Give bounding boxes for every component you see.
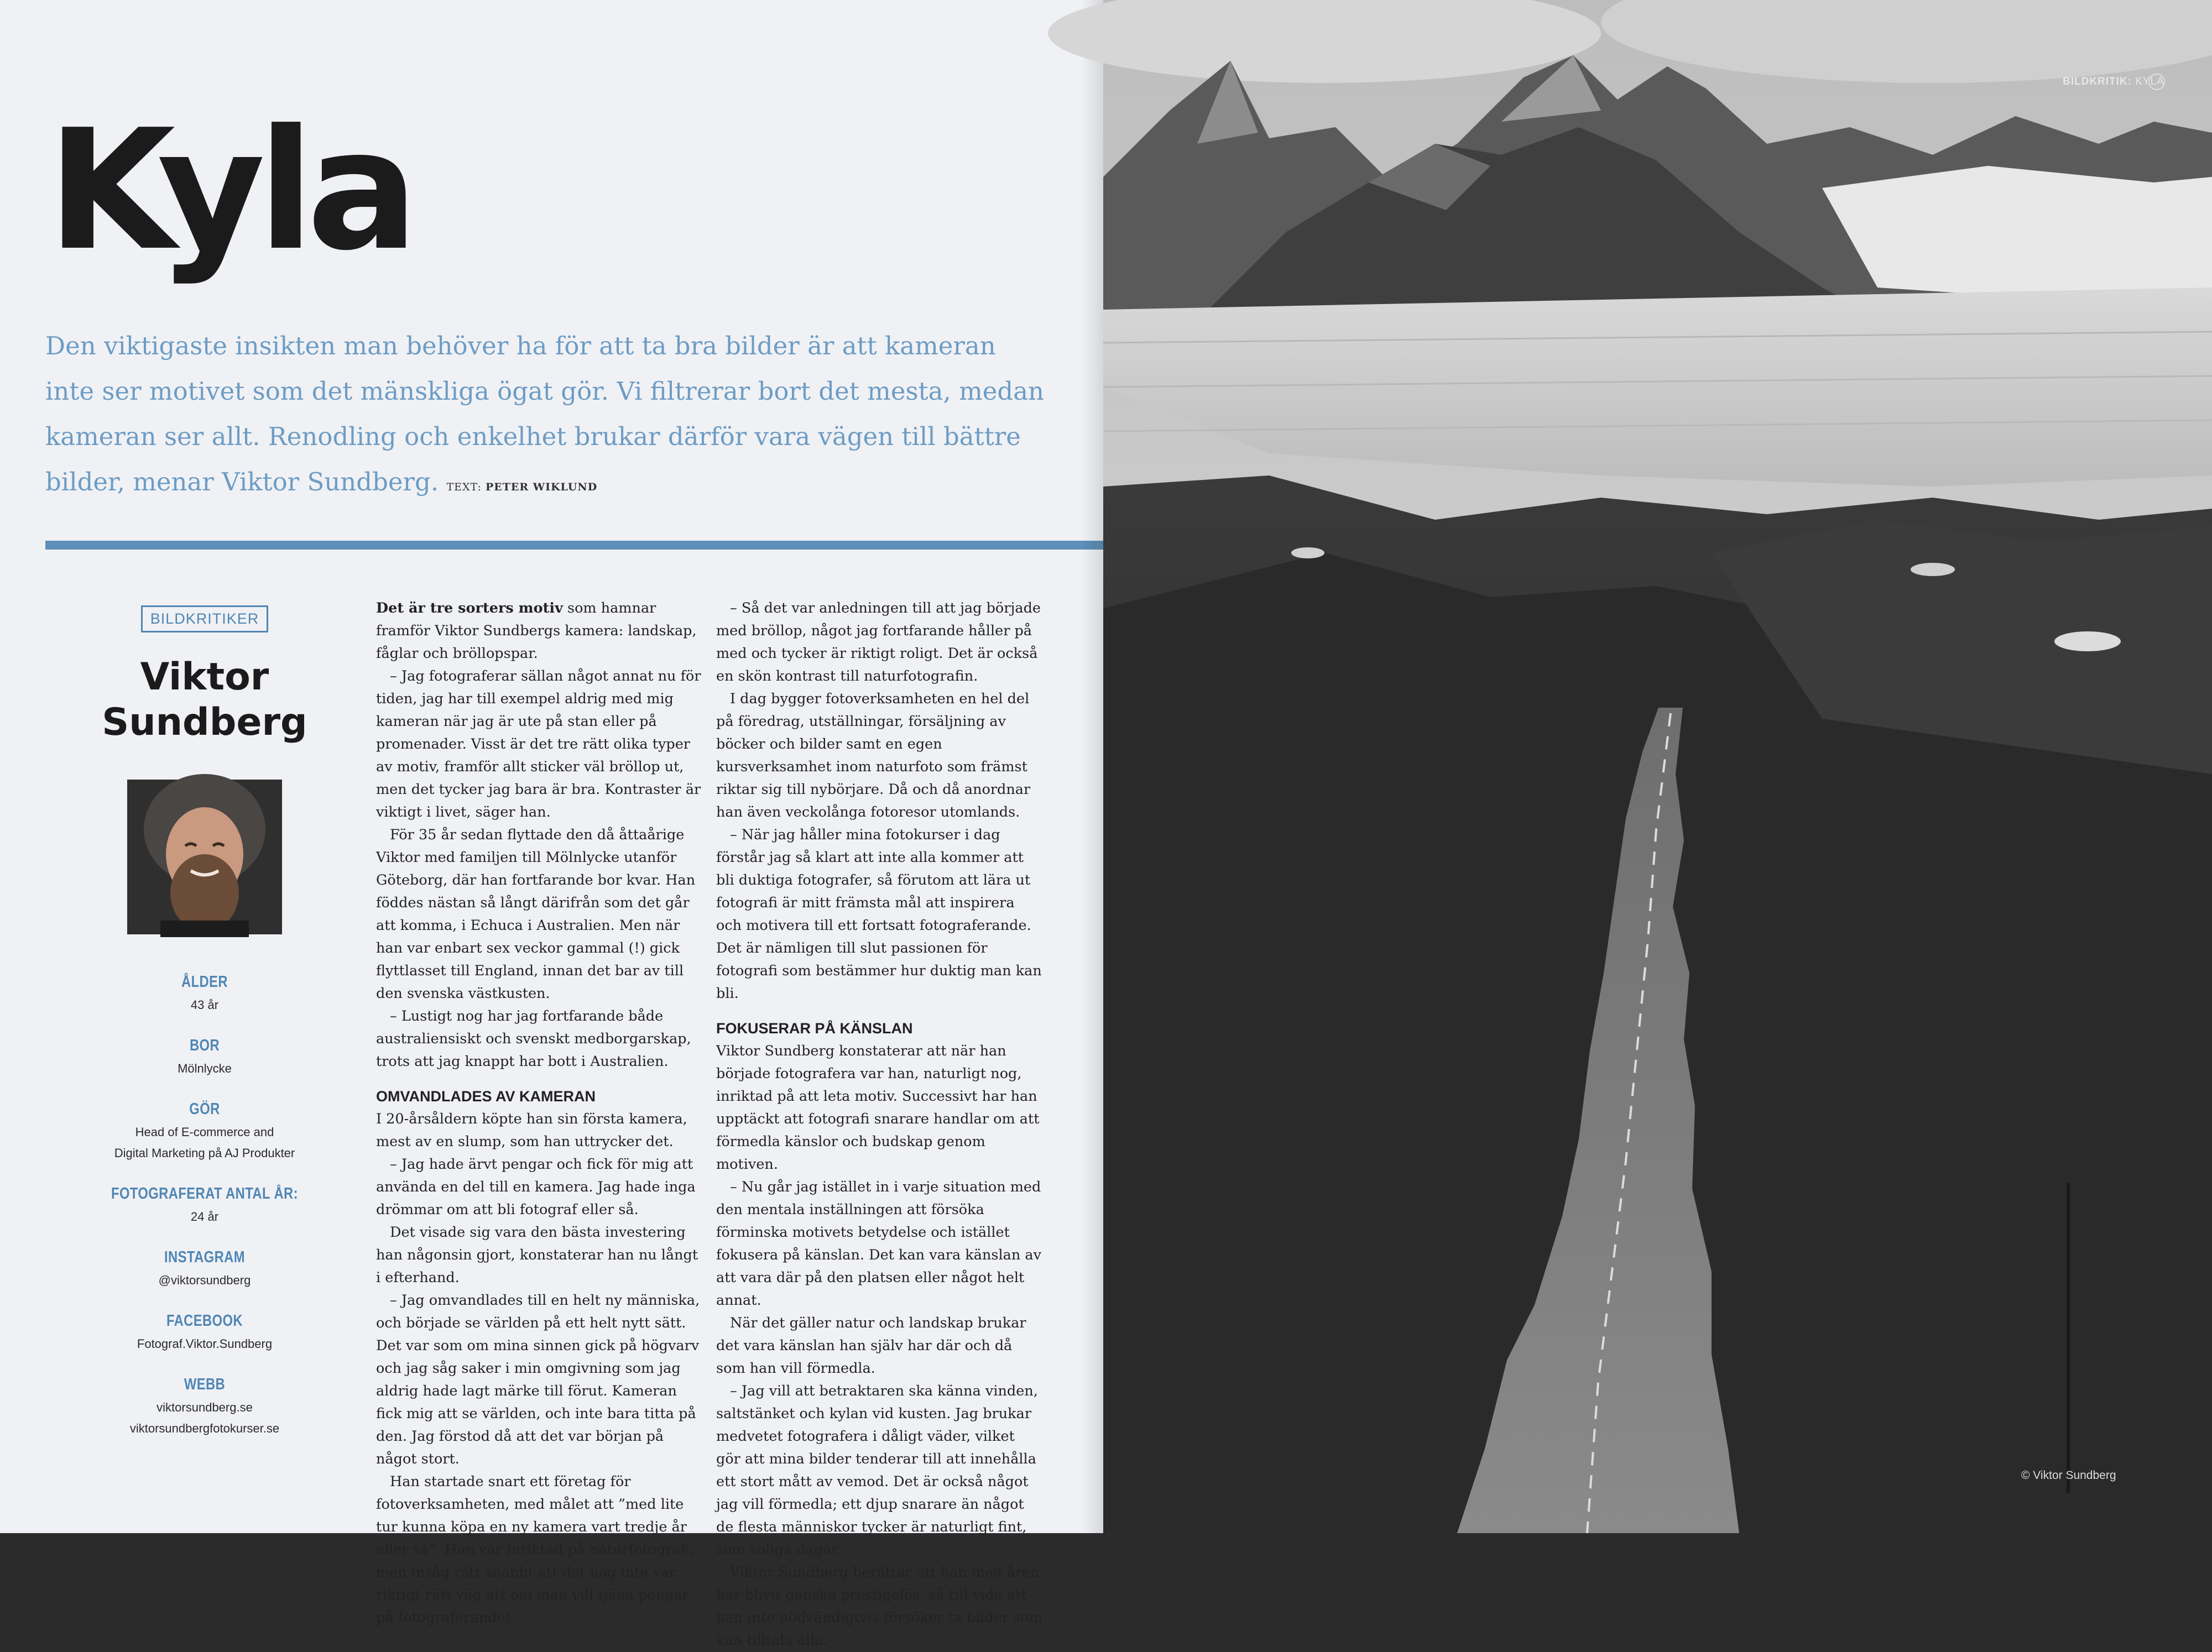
paragraph: – Jag omvandlades till en helt ny människa, och började se världen på ett helt nytt sätt. Det var som om mina sinnen gick på högvarv och jag såg saker i min omgivning som jag aldrig hade lagt märke till förut. Kameran fick mig att se världen, och inte bara titta på den. Jag förstod då att det var början på något stort. (376, 1292, 700, 1467)
fact-value: 43 år (190, 998, 219, 1012)
person-last-name: Sundberg (102, 700, 307, 744)
byline (446, 481, 597, 493)
article-title: Kyla (47, 94, 411, 287)
paragraph: – Lustigt nog har jag fortfarande både australiensiskt och svenskt medborgarskap, trots att jag knappt har bott i Australien. (376, 1008, 691, 1070)
avatar (127, 780, 282, 934)
paragraph: För 35 år sedan flyttade den då åttaårige Viktor med familjen till Mölnlycke utanför Göteborg, där han fortfarande bor kvar. Han föddes nästan så långt därifrån som det går att komma, i Echuca i Australien. Men när han var enbart sex veckor gammal (!) gick flyttlasset till England, innan det bar av till den svenska västkusten. (376, 827, 696, 1002)
fact-label: INSTAGRAM (164, 1248, 245, 1266)
fact-value-line: viktorsundbergfotokurser.se (129, 1421, 280, 1435)
facts-list (88, 973, 321, 1439)
fact-label: BOR (189, 1037, 220, 1054)
paragraph: Viktor Sundberg konstaterar att när han började fotografera var han, naturligt nog, inriktad på att leta motiv. Successivt har han upptäckt att fotografi snarare handlar om att förmedla känslor och budskap genom motiven. (716, 1043, 1040, 1173)
body-column-2 (716, 597, 1042, 1652)
paragraph: – När jag håller mina fotokurser i dag förstår jag så klart att inte alla kommer att bli duktiga fotografer, så förutom att lära ut fotografi är mitt främsta mål att inspirera och motivera till ett fortsatt fotograferande. Det är nämligen till slut passionen för fotografi som bestämmer hur duktig man kan bli. (716, 827, 1042, 1002)
fact-label: ÅLDER (181, 973, 228, 991)
paragraph: När det gäller natur och landskap brukar det vara känslan han själv har där och då som han vill förmedla. (716, 1315, 1026, 1377)
fact-value (88, 1122, 321, 1164)
section-label-name: BILDKRITIK: (2063, 76, 2132, 87)
paragraph: Han startade snart ett företag för fotoverksamheten, med målet att ”med lite tur kunna köpa en ny kamera vart tredje år eller så”. Han var inriktad på naturfotografi, men insåg rätt snabbt att det nog inte var riktigt rätt väg att om man vill tjäna pengar på fotograferandet. (376, 1473, 695, 1626)
paragraph: – Jag fotograferar sällan något annat nu för tiden, jag har till exempel aldrig med mig kameran när jag är ute på stan eller på promenader. Visst är det tre rätt olika typer av motiv, framför allt sticker väl bröllop ut, men det tycker jag bara är bra. Kontraster är viktigt i livet, säger han. (376, 668, 701, 820)
page-marker-icon (2148, 74, 2165, 90)
paragraph: – Jag hade ärvt pengar och fick för mig att använda en del till en kamera. Jag hade inga drömmar om att bli fotograf eller så. (376, 1156, 696, 1218)
paragraph: Viktor Sundberg berättar att han med åren har blivit ganska prestigelös, så till vida att han inte nödvändigtvis försöker ta bilder som kan tilltala alla. (716, 1564, 1042, 1649)
paragraph: I 20-årsåldern köpte han sin första kamera, mest av en slump, som han uttrycker det. (376, 1111, 687, 1150)
paragraph: – Nu går jag istället in i varje situation med den mentala inställningen att försöka förminska motivets betydelse och istället fokusera på känslan. Det kan vara känslan av att vara där på den platsen eller något helt annat. (716, 1179, 1041, 1309)
section-tag-bildkritiker: BILDKRITIKER (141, 605, 269, 632)
byline-prefix: TEXT: (446, 481, 486, 493)
section-label-topic: KYLA (2131, 76, 2164, 87)
byline-author: PETER WIKLUND (485, 481, 598, 493)
paragraph: I dag bygger fotoverksamheten en hel del på föredrag, utställningar, försäljning av böcker och bilder samt en egen kursverksamhet inom naturfoto som främst riktar sig till nybörjare. Då och då anordnar han även veckolånga fotoresor utomlands. (716, 691, 1031, 820)
fact-value-line: Head of E-commerce and (135, 1125, 274, 1139)
fact-facebook (88, 1312, 321, 1355)
fact-value-line: viktorsundberg.se (156, 1400, 253, 1414)
fact-value: @viktorsundberg (158, 1273, 251, 1287)
fact-instagram (88, 1248, 321, 1291)
left-page (0, 0, 1103, 1649)
fact-label: GÖR (189, 1100, 220, 1118)
fact-value: Mölnlycke (178, 1062, 232, 1075)
fact-occupation (88, 1100, 321, 1164)
article-lead (45, 323, 1052, 510)
profile-sidebar (88, 605, 321, 1460)
paragraph: – Så det var anledningen till att jag började med bröllop, något jag fortfarande håller på med och tycker är riktigt roligt. Det är också en skön kontrast till naturfotografin. (716, 600, 1041, 684)
person-first-name: Viktor (140, 655, 269, 699)
fact-label: FACEBOOK (166, 1312, 243, 1330)
landscape-photo (1103, 0, 2212, 1533)
photo-credit: © Viktor Sundberg (2021, 1469, 2116, 1482)
paragraph (376, 597, 702, 665)
fact-label: WEBB (184, 1376, 226, 1393)
fact-value (88, 1397, 321, 1439)
fact-residence (88, 1037, 321, 1079)
fact-label: FOTOGRAFERAT ANTAL ÅR: (111, 1185, 298, 1203)
subheading: FOKUSERAR PÅ KÄNSLAN (716, 1020, 913, 1037)
fact-years-photographing (88, 1185, 321, 1227)
right-page (1103, 0, 2212, 1533)
fact-value: 24 år (190, 1210, 219, 1224)
subheading: OMVANDLADES AV KAMERAN (376, 1088, 596, 1105)
fact-value-line: Digital Marketing på AJ Produkter (114, 1146, 295, 1160)
paragraph-lead-in: Det är tre sorters motiv (376, 600, 563, 616)
lead-text: Den viktigaste insikten man behöver ha för att ta bra bilder är att kameran inte ser motivet som det mänskliga ögat gör. Vi filtrerar bort det mesta, medan kameran ser allt. Renodling och enkelhet brukar därför vara vägen till bättre bilder, menar Viktor Sundberg. (45, 331, 1044, 496)
paragraph: – Jag vill att betraktaren ska känna vinden, saltstänket och kylan vid kusten. Jag brukar medvetet fotografera i dåligt väder, vilket gör att mina bilder tenderar till att innehålla ett stort mått av vemod. Det är också något jag vill förmedla; ett djup snarare än något de flesta människor tycker är naturligt fint, som soliga dagar. (716, 1383, 1038, 1558)
paragraph: Det visade sig vara den bästa investering han någonsin gjort, konstaterar han nu långt i efterhand. (376, 1224, 698, 1286)
header-rule (45, 541, 1103, 550)
person-name (88, 655, 321, 745)
fact-value: Fotograf.Viktor.Sundberg (137, 1337, 273, 1351)
body-column-1 (376, 597, 702, 1629)
fact-age (88, 973, 321, 1016)
fact-web (88, 1376, 321, 1439)
page-gutter-shadow (1081, 0, 1106, 1533)
paragraph-text: som hamnar framför Viktor Sundbergs kamera: landskap, fåglar och bröllopspar. (376, 600, 697, 662)
